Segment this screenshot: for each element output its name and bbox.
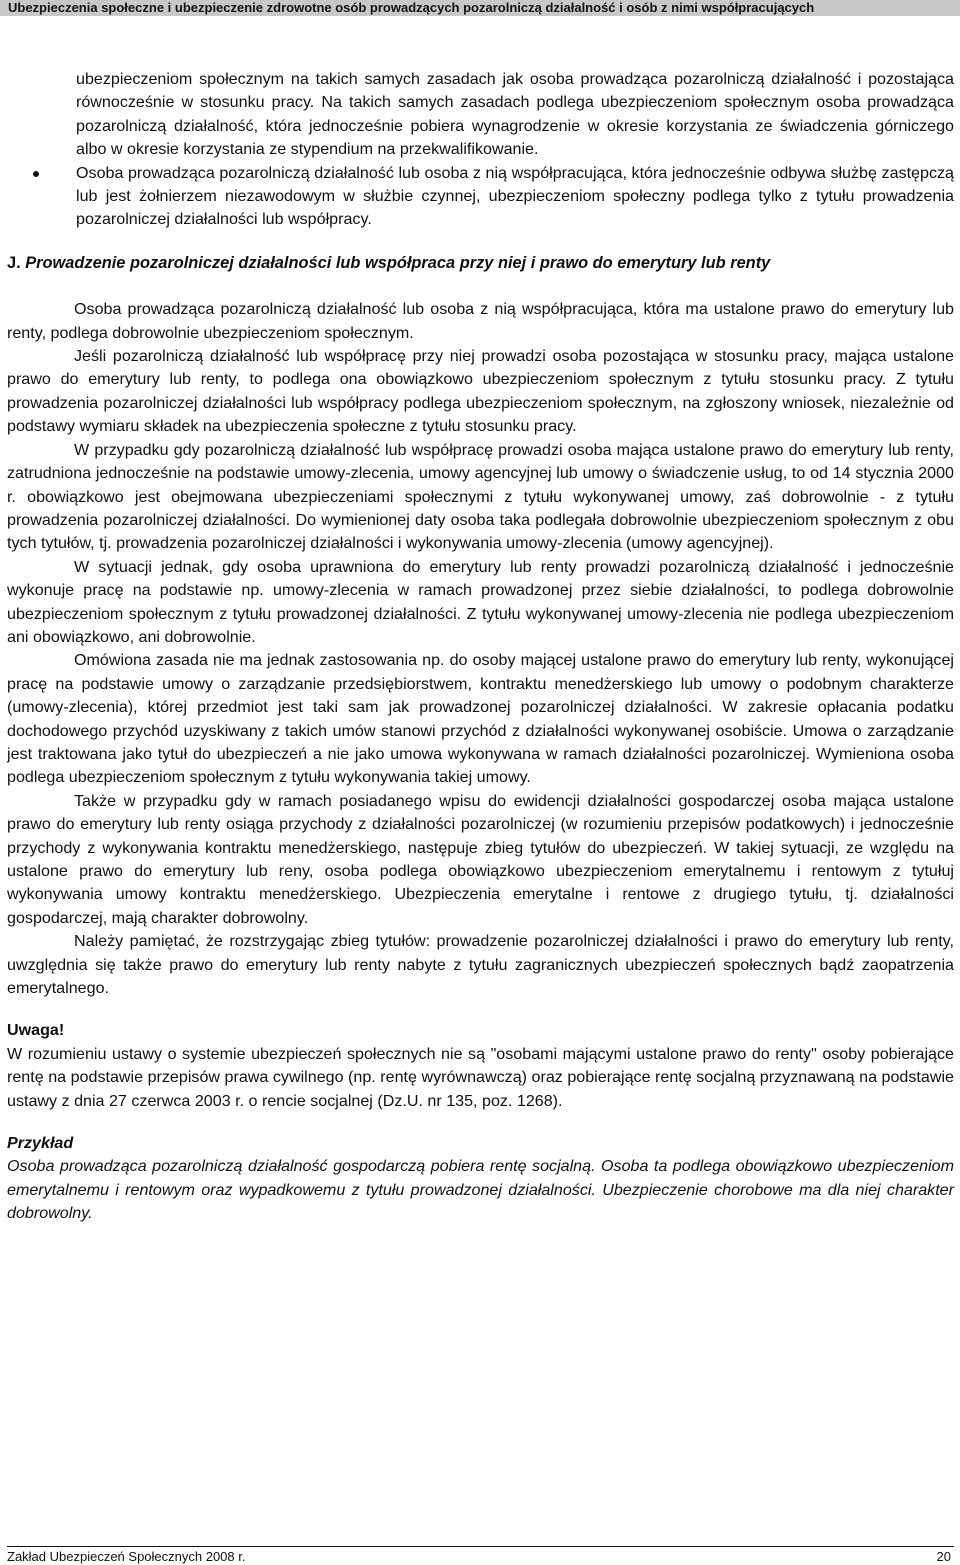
spacer [7, 1000, 954, 1019]
page-number: 20 [936, 1549, 951, 1564]
section-letter: J. [7, 253, 21, 272]
paragraph-7: Należy pamiętać, że rozstrzygając zbieg tytułów: prowadzenie pozarolniczej działalności i prawo do emerytury lub renty, uwzględnia się także prawo do emerytury lub renty nabyte z tytułu zagranicznych ubezpieczeń społecznych bądź zaopatrzenia emerytalnego. [7, 932, 954, 998]
bullet-text: Osoba prowadząca pozarolniczą działalność lub osoba z nią współpracująca, która jednocześnie odbywa służbę zastępczą lub jest żołnierzem niezawodowym w służbie czynnej, ubezpieczeniom społeczny podlega tylko z tytułu prowadzenia pozarolniczej działalności lub współpracy. [76, 163, 954, 229]
bullet-item [7, 162, 954, 232]
section-title: Prowadzenie pozarolniczej działalności lub współpraca przy niej i prawo do emerytury lub renty [25, 253, 771, 272]
paragraph-2: Jeśli pozarolniczą działalność lub współpracę przy niej prowadzi osoba pozostająca w stosunku pracy, mająca ustalone prawo do emerytury lub renty, to podlega ona obowiązkowo ubezpieczeniom społecznym z tytułu stosunku pracy. Z tytułu prowadzenia pozarolniczej działalności lub współpracy podlega ubezpieczeniom społecznym, na zgłoszony wniosek, niezależnie od podstawy wymiaru składek na ubezpieczenia społeczne z tytułu stosunku pracy. [7, 347, 954, 436]
paragraph-6: Także w przypadku gdy w ramach posiadanego wpisu do ewidencji działalności gospodarczej osoba mająca ustalone prawo do emerytury lub renty osiąga przychody z działalności pozarolniczej (w rozumieniu przepisów podatkowych) i jednocześnie przychody z wykonywania kontraktu menedżerskiego, następuje zbieg tytułów do ubezpieczeń. W takiej sytuacji, ze względu na ustalone prawo do emerytury lub reny, osoba podlega obowiązkowo ubezpieczeniom emerytalnemu i rentowym z tytułuj wykonywania umowy kontraktu menedżerskiego. Ubezpieczenia emerytalne i rentowe z drugiego tytułu, tj. działalności gospodarczej, mają charakter dobrowolny. [7, 791, 954, 927]
running-header: Ubezpieczenia społeczne i ubezpieczenie zdrowotne osób prowadzących pozarolniczą działalność i osób z nimi współpracujących [0, 0, 960, 16]
spacer [7, 275, 954, 298]
paragraph-3: W przypadku gdy pozarolniczą działalność lub współpracę prowadzi osoba mająca ustalone prawo do emerytury lub renty, zatrudniona jednocześnie na podstawie umowy-zlecenia, umowy agencyjnej lub umowy o świadczenie usług, to od 14 stycznia 2000 r. obowiązkowo jest obejmowana ubezpieczeniami społecznymi z tytułu wykonywanej umowy, zaś dobrowolnie - z tytułu prowadzenia pozarolniczej działalności. Do wymienionej daty osoba taka podlegała dobrowolnie ubezpieczeniom społecznym z obu tych tytułów, tj. prowadzenia pozarolniczej działalności i wykonywania umowy-zlecenia (umowy agencyjnej). [7, 440, 954, 553]
example-title: Przykład [7, 1134, 74, 1153]
section-heading [7, 252, 954, 275]
note-text: W rozumieniu ustawy o systemie ubezpieczeń społecznych nie są "osobami mającymi ustalone prawo do renty" osoby pobierające rentę na podstawie przepisów prawa cywilnego (np. rentę wyrównawczą) oraz pobierające rentę socjalną przyznawaną na podstawie ustawy z dnia 27 czerwca 2003 r. o rencie socjalnej (Dz.U. nr 135, poz. 1268). [7, 1044, 954, 1110]
document-body [7, 68, 954, 1226]
paragraph-5: Omówiona zasada nie ma jednak zastosowania np. do osoby mającej ustalone prawo do emerytury lub renty, wykonującej pracę na podstawie umowy o zarządzanie przedsiębiorstwem, kontraktu menedżerskiego lub umowy o podobnym charakterze (umowy-zlecenia), której przedmiot jest taki sam jak prowadzonej pozarolniczej działalności. W zakresie opłacania podatku dochodowego przychód uzyskiwany z takich umów stanowi przychód z działalności wykonywanej osobiście. Umowa o zarządzanie jest traktowana jako tytuł do ubezpieczeń a nie jako umowa wykonywana w ramach działalności pozarolniczej. Wymieniona osoba podlega ubezpieczeniom społecznym z tytułu wykonywania takiej umowy. [7, 651, 954, 787]
paragraph-1: Osoba prowadząca pozarolniczą działalność lub osoba z nią współpracująca, która ma ustalone prawo do emerytury lub renty, podlega dobrowolnie ubezpieczeniom społecznym. [7, 300, 954, 342]
spacer [7, 1113, 954, 1132]
footer-publisher: Zakład Ubezpieczeń Społecznych 2008 r. [7, 1549, 246, 1564]
footer-divider [7, 1546, 954, 1547]
bullet-icon [33, 171, 39, 177]
intro-continuation: ubezpieczeniom społecznym na takich samych zasadach jak osoba prowadząca pozarolniczą działalność i pozostająca równocześnie w stosunku pracy. Na takich samych zasadach podlega ubezpieczeniom społecznym osoba prowadząca pozarolniczą działalność, która jednocześnie pobiera wynagrodzenie w okresie korzystania ze świadczenia górniczego albo w okresie korzystania ze stypendium na przekwalifikowanie. [76, 70, 954, 159]
note-title: Uwaga! [7, 1021, 65, 1040]
example-text: Osoba prowadząca pozarolniczą działalność gospodarczą pobiera rentę socjalną. Osoba ta podlega obowiązkowo ubezpieczeniom emerytalnemu i rentowym oraz wypadkowemu z tytułu prowadzonej działalności. Ubezpieczenie chorobowe ma dla niej charakter dobrowolny. [7, 1157, 954, 1223]
paragraph-4: W sytuacji jednak, gdy osoba uprawniona do emerytury lub renty prowadzi pozarolniczą działalność i jednocześnie wykonuje pracę na podstawie np. umowy-zlecenia w ramach prowadzonej przez siebie działalności, to podlega dobrowolnie ubezpieczeniom społecznym z tytułu prowadzonej działalności. Z tytułu wykonywanej umowy-zlecenia nie podlega ubezpieczeniom ani obowiązkowo, ani dobrowolnie. [7, 557, 954, 646]
